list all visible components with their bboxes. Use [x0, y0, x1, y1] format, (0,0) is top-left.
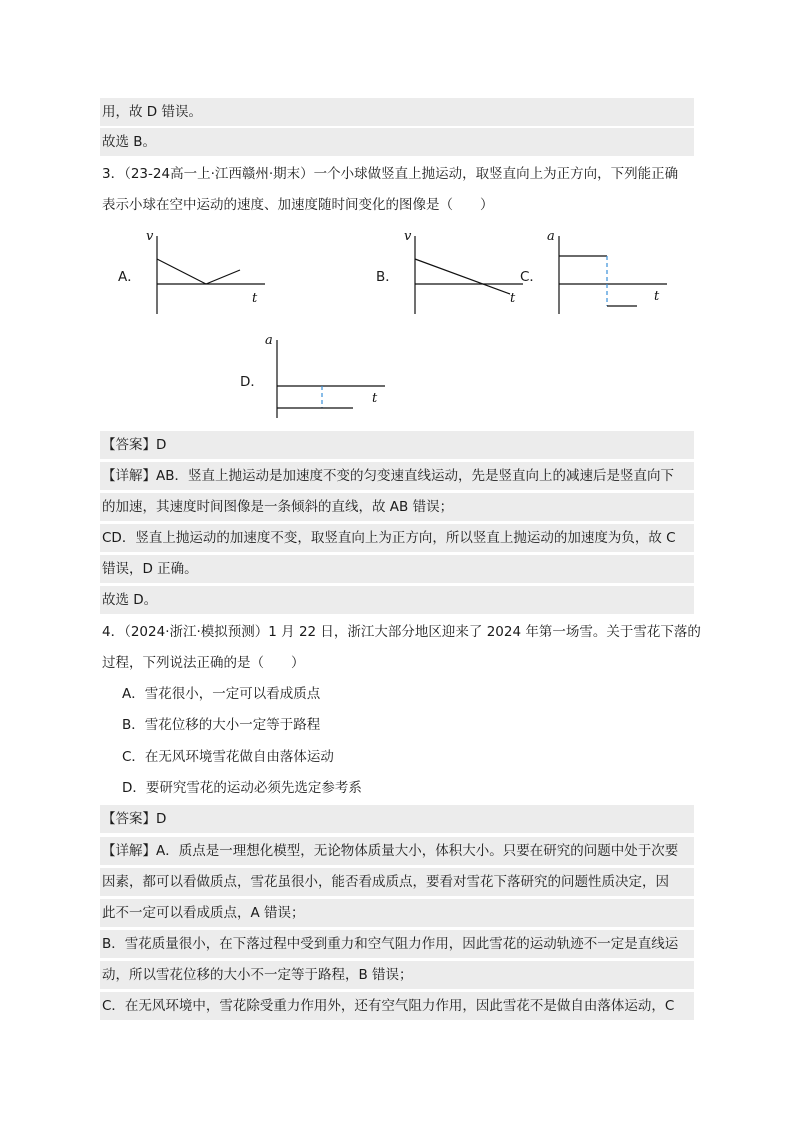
- q3-stem-line-1: 3．（23-24高一上·江西赣州·期末）一个小球做竖直上抛运动，取竖直向上为正方向，下列能正确: [102, 166, 679, 182]
- q4-option-d: D．要研究雪花的运动必须先选定参考系: [122, 780, 362, 796]
- q4-stem-line-2: 过程，下列说法正确的是（ ）: [102, 655, 305, 671]
- q3-graph-b: [398, 226, 528, 318]
- q3-option-a-label: A．: [118, 269, 141, 285]
- q2-conclusion: 故选 B。: [100, 128, 694, 156]
- q3-option-c-label: C．: [520, 269, 543, 285]
- q3-graph-b-v-label: v: [404, 229, 412, 244]
- q3-graph-d-t-label: t: [372, 391, 378, 406]
- q2-tail-line-1: 用，故 D 错误。: [100, 98, 694, 126]
- q4-answer: 【答案】D: [100, 805, 694, 833]
- q3-graph-c-t-label: t: [654, 289, 660, 304]
- q3-graph-d: [260, 330, 390, 422]
- q3-option-d-label: D．: [240, 374, 264, 390]
- q3-graph-a-v-label: v: [146, 229, 154, 244]
- q4-option-a: A．雪花很小，一定可以看成质点: [122, 686, 321, 702]
- q3-detail-line-4: 错误，D 正确。: [100, 555, 694, 583]
- q3-graph-a-t-label: t: [252, 291, 258, 306]
- q4-option-b: B．雪花位移的大小一定等于路程: [122, 717, 321, 733]
- q4-detail-line-5: 动，所以雪花位移的大小不一定等于路程，B 错误；: [100, 961, 694, 989]
- q3-answer: 【答案】D: [100, 431, 694, 459]
- q4-detail-line-2: 因素，都可以看做质点，雪花虽很小，能否看成质点，要看对雪花下落研究的问题性质决定，因: [100, 868, 694, 896]
- q3-graph-c-a-label: a: [547, 229, 555, 244]
- q3-conclusion: 故选 D。: [100, 586, 694, 614]
- q4-detail-line-6: C．在无风环境中，雪花除受重力作用外，还有空气阻力作用，因此雪花不是做自由落体运动，C: [100, 992, 694, 1020]
- q4-stem-line-1: 4．（2024·浙江·模拟预测）1 月 22 日，浙江大部分地区迎来了 2024 年第一场雪。关于雪花下落的: [102, 624, 701, 640]
- q4-detail-line-3: 此不一定可以看成质点，A 错误；: [100, 899, 694, 927]
- q3-stem-line-2: 表示小球在空中运动的速度、加速度随时间变化的图像是（ ）: [102, 197, 494, 213]
- q3-detail-line-3: CD．竖直上抛运动的加速度不变，取竖直向上为正方向，所以竖直上抛运动的加速度为负，故 C: [100, 524, 694, 552]
- q3-detail-line-2: 的加速，其速度时间图像是一条倾斜的直线，故 AB 错误；: [100, 493, 694, 521]
- q4-detail-line-4: B．雪花质量很小，在下落过程中受到重力和空气阻力作用，因此雪花的运动轨迹不一定是直线运: [100, 930, 694, 958]
- q3-graph-d-a-label: a: [265, 333, 273, 348]
- q4-option-c: C．在无风环境雪花做自由落体运动: [122, 749, 334, 765]
- q3-graph-a: [140, 226, 270, 318]
- q3-detail-line-1: 【详解】AB．竖直上抛运动是加速度不变的匀变速直线运动，先是竖直向上的减速后是竖直向下: [100, 462, 694, 490]
- q3-option-b-label: B．: [376, 269, 399, 285]
- q3-graph-c: [542, 226, 672, 318]
- q3-graph-b-t-label: t: [510, 291, 516, 306]
- q4-detail-line-1: 【详解】A．质点是一理想化模型，无论物体质量大小，体积大小。只要在研究的问题中处于次要: [100, 837, 694, 865]
